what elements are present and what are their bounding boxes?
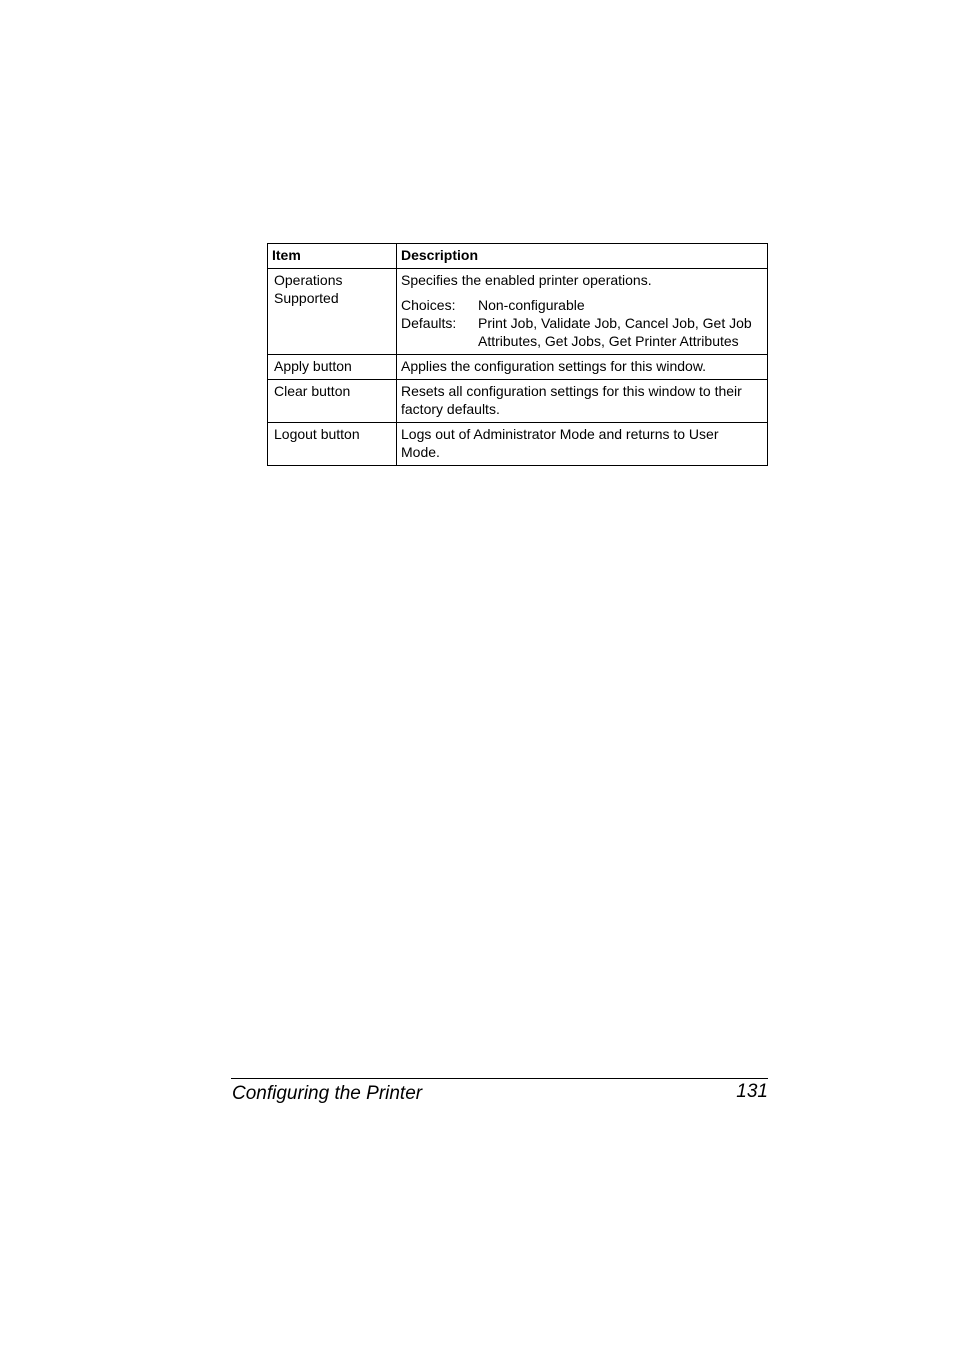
choices-value: Non-configurable [478, 297, 585, 313]
description-text: Specifies the enabled printer operations. [401, 272, 652, 288]
table-row [268, 380, 768, 423]
settings-table [267, 243, 768, 466]
choices-label: Choices: [401, 297, 456, 313]
footer-section-title: Configuring the Printer [232, 1083, 423, 1104]
item-cell: Apply button [268, 355, 397, 380]
description-cell: Logs out of Administrator Mode and returns to User Mode. [397, 423, 768, 466]
column-header-item: Item [268, 244, 397, 269]
options-list [401, 296, 761, 350]
description-cell: Applies the configuration settings for this window. [397, 355, 768, 380]
description-cell: Resets all configuration settings for this window to their factory defaults. [397, 380, 768, 423]
footer-divider [231, 1078, 768, 1079]
table-row [268, 355, 768, 380]
item-cell: Logout button [268, 423, 397, 466]
item-cell: Clear button [268, 380, 397, 423]
description-cell [397, 269, 768, 355]
page-number: 131 [736, 1081, 768, 1102]
column-header-description: Description [397, 244, 768, 269]
table-row [268, 269, 768, 355]
item-cell: Operations Supported [268, 269, 397, 355]
defaults-value: Print Job, Validate Job, Cancel Job, Get Job Attributes, Get Jobs, Get Printer Attributes [478, 315, 752, 349]
table-row [268, 423, 768, 466]
defaults-label: Defaults: [401, 315, 457, 331]
table-header-row [268, 244, 768, 269]
